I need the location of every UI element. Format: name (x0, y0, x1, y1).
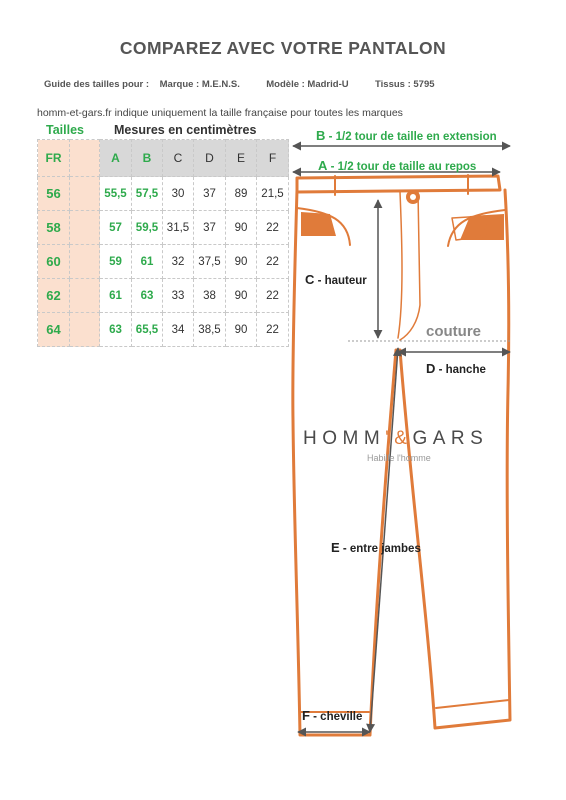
cell-b: 61 (132, 245, 163, 279)
cell-e: 90 (226, 279, 257, 313)
cell-e: 90 (226, 313, 257, 347)
cell-size: 64 (38, 313, 70, 347)
cell-c: 32 (163, 245, 194, 279)
label-couture: couture (426, 323, 482, 340)
cell-f: 21,5 (257, 177, 289, 211)
cell-d: 38,5 (194, 313, 226, 347)
brand-logo (303, 428, 488, 450)
header-c: C (163, 140, 194, 177)
cell-e: 89 (226, 177, 257, 211)
cell-b: 57,5 (132, 177, 163, 211)
cell-a: 63 (100, 313, 132, 347)
header-b: B (132, 140, 163, 177)
size-note: homm-et-gars.fr indique uniquement la taille française pour toutes les marques (37, 107, 403, 119)
cell-f: 22 (257, 279, 289, 313)
label-d (426, 361, 486, 376)
label-e-key: E (331, 540, 340, 555)
label-f-text: - cheville (309, 711, 363, 723)
cell-d: 38 (194, 279, 226, 313)
cell-c: 34 (163, 313, 194, 347)
label-b-key: B (316, 128, 326, 143)
cell-c: 31,5 (163, 211, 194, 245)
cell-b: 65,5 (132, 313, 163, 347)
cell-a: 55,5 (100, 177, 132, 211)
cell-a: 59 (100, 245, 132, 279)
cell-f: 22 (257, 245, 289, 279)
brand-amp: '& (385, 428, 413, 449)
brand-tagline: Habille l'homme (367, 453, 431, 463)
mesures-heading: Mesures en centimètres (114, 123, 257, 137)
cell-c: 30 (163, 177, 194, 211)
label-d-text: - hanche (435, 364, 486, 376)
label-a-text: - 1/2 tour de taille au repos (327, 161, 477, 173)
header-fr: FR (38, 140, 70, 177)
cell-f: 22 (257, 211, 289, 245)
label-a-key: A (318, 158, 328, 173)
cell-e: 90 (226, 211, 257, 245)
label-c (305, 272, 367, 287)
cell-e: 90 (226, 245, 257, 279)
header-f: F (257, 140, 289, 177)
label-c-text: - hauteur (314, 275, 367, 287)
label-e-text: - entre jambes (339, 543, 421, 555)
cell-b: 63 (132, 279, 163, 313)
brand-left: HOMM (303, 428, 386, 449)
cell-d: 37 (194, 177, 226, 211)
label-c-key: C (305, 272, 315, 287)
label-f-key: F (302, 708, 310, 723)
cell-d: 37 (194, 211, 226, 245)
cell-a: 61 (100, 279, 132, 313)
cell-size: 62 (38, 279, 70, 313)
cell-f: 22 (257, 313, 289, 347)
label-d-key: D (426, 361, 436, 376)
header-e: E (226, 140, 257, 177)
page-title: COMPAREZ AVEC VOTRE PANTALON (119, 38, 447, 58)
cell-size: 56 (38, 177, 70, 211)
guide-model: Modèle : Madrid-U (266, 79, 349, 90)
label-b-text: - 1/2 tour de taille en extension (325, 131, 497, 143)
tailles-heading: Tailles (46, 123, 84, 137)
brand-right: GARS (412, 428, 489, 449)
header-a: A (100, 140, 132, 177)
cell-d: 37,5 (194, 245, 226, 279)
button-hole (410, 194, 416, 200)
cell-size: 60 (38, 245, 70, 279)
cell-b: 59,5 (132, 211, 163, 245)
guide-brand: Marque : M.E.N.S. (159, 79, 240, 90)
cell-c: 33 (163, 279, 194, 313)
label-b (316, 128, 497, 143)
cell-size: 58 (38, 211, 70, 245)
guide-label: Guide des tailles pour : (44, 79, 150, 90)
label-e (331, 540, 421, 555)
header-d: D (194, 140, 226, 177)
guide-fabric: Tissus : 5795 (375, 79, 435, 90)
label-f (302, 708, 362, 723)
label-a (318, 158, 476, 173)
cell-a: 57 (100, 211, 132, 245)
